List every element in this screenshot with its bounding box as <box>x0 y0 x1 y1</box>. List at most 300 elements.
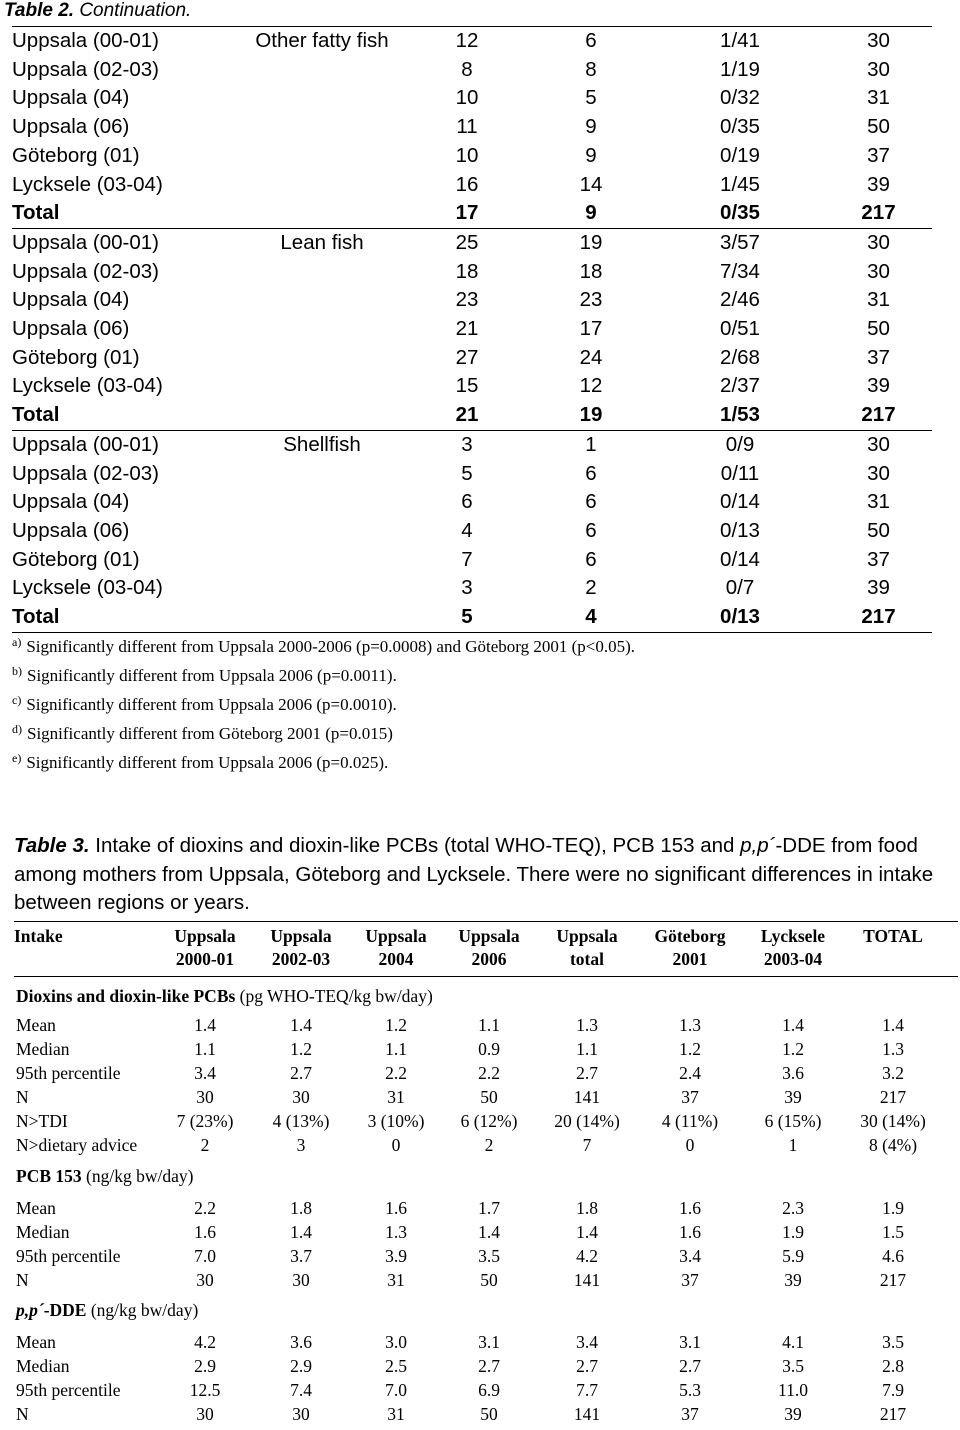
footnote <box>12 753 388 773</box>
table2-caption <box>4 0 191 22</box>
value-cell: 30 <box>825 228 932 257</box>
value-cell: 1.3 <box>385 1222 407 1242</box>
footnote-mark: c) <box>12 693 22 707</box>
value-cell: 31 <box>867 490 890 514</box>
value-cell: 1.2 <box>782 1039 804 1059</box>
value-cell: 39 <box>867 576 890 600</box>
value-cell: 8 <box>461 57 473 81</box>
value-cell: 2/37 <box>720 374 760 398</box>
value-cell: 1.4 <box>290 1222 312 1242</box>
value-cell: 2.3 <box>782 1198 804 1218</box>
region-cell: Total <box>12 403 60 427</box>
value-cell: 4 <box>461 518 473 542</box>
value-cell: 6 <box>461 490 473 514</box>
row-label: N>TDI <box>16 1111 68 1131</box>
value-cell: 4.6 <box>882 1246 904 1266</box>
value-cell: 1.2 <box>679 1039 701 1059</box>
footnote-mark: d) <box>12 722 22 736</box>
value-cell: 6 (12%) <box>460 1111 518 1131</box>
table3-row <box>16 1015 956 1039</box>
region-cell: Uppsala (02-03) <box>12 57 159 81</box>
value-cell: 2 <box>585 576 597 600</box>
column-header <box>833 925 953 948</box>
region-cell: Uppsala (02-03) <box>12 461 159 485</box>
value-cell: 2/68 <box>720 345 760 369</box>
value-cell: 39 <box>784 1087 802 1107</box>
value-cell: 141 <box>573 1087 601 1107</box>
value-cell: 10 <box>455 143 479 167</box>
value-cell: 3 <box>407 430 527 459</box>
table2-row <box>12 258 932 287</box>
value-cell: 2/46 <box>720 288 760 312</box>
value-cell: 1.2 <box>290 1039 312 1059</box>
value-cell: 1.9 <box>882 1198 904 1218</box>
value-cell: 1.9 <box>782 1222 804 1242</box>
row-label: N <box>16 1404 29 1424</box>
column-header-line1: Uppsala <box>365 926 427 946</box>
value-cell: 9 <box>585 115 597 139</box>
value-cell: 50 <box>480 1404 498 1424</box>
value-cell: 12 <box>579 374 603 398</box>
value-cell: 0/13 <box>720 518 760 542</box>
value-cell: 14 <box>579 172 603 196</box>
table3-header-rule <box>14 976 958 977</box>
row-label: 95th percentile <box>16 1380 121 1400</box>
value-cell: 0/14 <box>720 547 760 571</box>
value-cell: 217 <box>879 1087 907 1107</box>
value-cell: 31 <box>867 288 890 312</box>
value-cell: 39 <box>784 1404 802 1424</box>
region-cell: Göteborg (01) <box>12 345 140 369</box>
value-cell: 37 <box>681 1087 699 1107</box>
value-cell: 0 <box>685 1135 695 1155</box>
category-cell: Lean fish <box>237 228 407 257</box>
value-cell: 23 <box>579 288 603 312</box>
empty-cell <box>237 488 407 517</box>
value-cell: 30 <box>825 27 932 56</box>
value-cell: 0.9 <box>478 1039 500 1059</box>
value-cell: 30 <box>867 259 890 283</box>
table2-row <box>12 344 932 373</box>
value-cell: 217 <box>879 1404 907 1424</box>
value-cell: 21 <box>455 403 479 427</box>
column-header-line2: 2003-04 <box>763 949 823 969</box>
value-cell: 1.4 <box>194 1015 216 1035</box>
value-cell: 3.0 <box>385 1332 407 1352</box>
column-header-line2: 2002-03 <box>271 949 331 969</box>
value-cell: 15 <box>455 374 479 398</box>
value-cell: 10 <box>455 86 479 110</box>
value-cell: 7 (23%) <box>176 1111 234 1131</box>
footnote-text: Significantly different from Uppsala 2006 (p=0.0010). <box>26 695 397 714</box>
value-cell: 3.2 <box>882 1063 904 1083</box>
value-cell: 37 <box>867 143 890 167</box>
table3-row <box>16 1356 956 1380</box>
value-cell: 3 <box>296 1135 306 1155</box>
value-cell: 6 (15%) <box>764 1111 822 1131</box>
value-cell: 2.7 <box>290 1063 312 1083</box>
footnote <box>12 695 397 715</box>
value-cell: 2.5 <box>385 1356 407 1376</box>
value-cell: 1/53 <box>720 403 760 427</box>
value-cell: 141 <box>573 1404 601 1424</box>
value-cell: 2.4 <box>679 1063 701 1083</box>
value-cell: 0/9 <box>655 430 825 459</box>
value-cell: 1.6 <box>194 1222 216 1242</box>
column-header-line2: total <box>569 949 605 969</box>
row-label: 95th percentile <box>16 1246 121 1266</box>
value-cell: 4.1 <box>782 1332 804 1352</box>
value-cell: 5 <box>585 86 597 110</box>
section-title-bold: PCB 153 <box>16 1166 82 1186</box>
value-cell: 1.3 <box>882 1039 904 1059</box>
footnote <box>12 637 635 657</box>
value-cell: 16 <box>455 172 479 196</box>
row-label: Mean <box>16 1198 56 1218</box>
value-cell: 37 <box>681 1270 699 1290</box>
value-cell: 20 (14%) <box>554 1111 620 1131</box>
column-header <box>630 925 750 971</box>
table3-row <box>16 1404 956 1428</box>
table2-row <box>12 142 932 171</box>
value-cell: 2.8 <box>882 1356 904 1376</box>
value-cell: 1.2 <box>385 1015 407 1035</box>
value-cell: 3.1 <box>679 1332 701 1352</box>
value-cell: 39 <box>784 1270 802 1290</box>
value-cell: 12.5 <box>189 1380 221 1400</box>
value-cell: 50 <box>480 1087 498 1107</box>
value-cell: 21 <box>455 317 479 341</box>
value-cell: 3.5 <box>882 1332 904 1352</box>
value-cell: 7.0 <box>194 1246 216 1266</box>
footnote-text: Significantly different from Uppsala 2006 (p=0.0011). <box>27 666 397 685</box>
value-cell: 12 <box>407 27 527 56</box>
table3-row <box>16 1198 956 1222</box>
region-cell: Göteborg (01) <box>12 143 140 167</box>
table2-caption-label: Table 2. <box>4 0 75 21</box>
value-cell: 37 <box>867 345 890 369</box>
value-cell: 217 <box>879 1270 907 1290</box>
row-label: N>dietary advice <box>16 1135 138 1155</box>
column-header-line1: Uppsala <box>458 926 520 946</box>
empty-cell <box>237 258 407 287</box>
row-label: N <box>16 1087 29 1107</box>
footnote-mark: e) <box>12 751 22 765</box>
value-cell: 30 <box>867 57 890 81</box>
table3-row <box>16 1332 956 1356</box>
table2-row <box>12 546 932 575</box>
row-label: Mean <box>16 1015 56 1035</box>
column-header-line2: 2001 <box>672 949 708 969</box>
table3-row <box>16 1111 956 1135</box>
value-cell: 1.6 <box>679 1222 701 1242</box>
table3-row <box>16 1039 956 1063</box>
category-cell: Other fatty fish <box>237 27 407 56</box>
value-cell: 0/7 <box>725 576 755 600</box>
value-cell: 1/45 <box>720 172 760 196</box>
value-cell: 1.4 <box>478 1222 500 1242</box>
value-cell: 1.3 <box>576 1015 598 1035</box>
table2-row <box>12 113 932 142</box>
value-cell: 0/51 <box>720 317 760 341</box>
value-cell: 7/34 <box>720 259 760 283</box>
value-cell: 31 <box>387 1087 405 1107</box>
region-cell: Total <box>12 201 60 225</box>
value-cell: 30 <box>292 1404 310 1424</box>
section-title-italic: p,p´ <box>16 1300 44 1320</box>
region-cell: Uppsala (04) <box>12 288 130 312</box>
value-cell: 2.7 <box>576 1356 598 1376</box>
table3-caption-label: Table 3. <box>14 834 90 857</box>
value-cell: 1.7 <box>478 1198 500 1218</box>
value-cell: 1.1 <box>576 1039 598 1059</box>
footnote-mark: b) <box>12 664 22 678</box>
value-cell: 3.5 <box>478 1246 500 1266</box>
column-header-line1: Lycksele <box>760 926 826 946</box>
value-cell: 4.2 <box>576 1246 598 1266</box>
value-cell: 0/11 <box>720 461 760 485</box>
table2-row <box>12 315 932 344</box>
region-cell: Uppsala (00-01) <box>12 228 237 257</box>
value-cell: 8 <box>585 57 597 81</box>
table3-header <box>14 925 958 977</box>
table2-total-row <box>12 199 932 228</box>
table2-row <box>12 574 932 603</box>
value-cell: 5 <box>461 461 473 485</box>
value-cell: 31 <box>387 1270 405 1290</box>
value-cell: 8 (4%) <box>868 1135 918 1155</box>
region-cell: Uppsala (00-01) <box>12 430 237 459</box>
value-cell: 25 <box>407 228 527 257</box>
section-title-bold: -DDE <box>43 1300 87 1320</box>
table3-row <box>16 1135 956 1159</box>
value-cell: 1 <box>527 430 655 459</box>
value-cell: 7 <box>461 547 473 571</box>
value-cell: 6 <box>585 490 597 514</box>
region-cell: Lycksele (03-04) <box>12 576 163 600</box>
empty-cell <box>237 84 407 113</box>
empty-cell <box>237 517 407 546</box>
section-title-rest: (ng/kg bw/day) <box>86 1300 199 1320</box>
region-cell: Uppsala (06) <box>12 317 130 341</box>
empty-cell <box>237 199 407 228</box>
footnote-text: Significantly different from Göteborg 2001 (p=0.015) <box>27 724 393 743</box>
table2-body <box>12 27 932 633</box>
value-cell: 6 <box>585 461 597 485</box>
column-header-line1: Intake <box>14 926 63 946</box>
value-cell: 5 <box>407 603 527 632</box>
value-cell: 3/57 <box>655 228 825 257</box>
empty-cell <box>237 460 407 489</box>
value-cell: 0/13 <box>655 603 825 632</box>
footnote <box>12 724 393 744</box>
table3-row <box>16 1087 956 1111</box>
table2-total-row <box>12 401 932 430</box>
table2-row <box>12 430 932 459</box>
value-cell: 3.5 <box>782 1356 804 1376</box>
value-cell: 7.7 <box>576 1380 598 1400</box>
value-cell: 4 (11%) <box>661 1111 719 1131</box>
value-cell: 2 <box>484 1135 494 1155</box>
region-cell: Uppsala (06) <box>12 518 130 542</box>
value-cell: 50 <box>480 1270 498 1290</box>
value-cell: 1/41 <box>655 27 825 56</box>
value-cell: 18 <box>579 259 603 283</box>
value-cell: 7.4 <box>290 1380 312 1400</box>
value-cell: 37 <box>867 547 890 571</box>
empty-cell <box>237 372 407 401</box>
column-header <box>14 925 63 948</box>
region-cell: Lycksele (03-04) <box>12 374 163 398</box>
value-cell: 30 (14%) <box>860 1111 926 1131</box>
value-cell: 2.7 <box>576 1063 598 1083</box>
value-cell: 3.4 <box>194 1063 216 1083</box>
value-cell: 217 <box>861 201 896 225</box>
value-cell: 37 <box>681 1404 699 1424</box>
empty-cell <box>237 401 407 430</box>
value-cell: 50 <box>867 518 890 542</box>
value-cell: 1.6 <box>385 1198 407 1218</box>
value-cell: 18 <box>455 259 479 283</box>
value-cell: 17 <box>455 201 479 225</box>
section-title-rest: (pg WHO-TEQ/kg bw/day) <box>235 986 433 1006</box>
value-cell: 3.6 <box>782 1063 804 1083</box>
row-label: N <box>16 1270 29 1290</box>
value-cell: 30 <box>196 1404 214 1424</box>
section-title <box>16 1300 198 1321</box>
region-cell: Göteborg (01) <box>12 547 140 571</box>
empty-cell <box>237 344 407 373</box>
empty-cell <box>237 56 407 85</box>
table3-caption-part1: Intake of dioxins and dioxin-like PCBs (total WHO-TEQ), PCB 153 and <box>89 834 741 857</box>
value-cell: 50 <box>867 115 890 139</box>
value-cell: 27 <box>455 345 479 369</box>
value-cell: 217 <box>861 403 896 427</box>
value-cell: 2.9 <box>194 1356 216 1376</box>
value-cell: 17 <box>579 317 603 341</box>
value-cell: 3 <box>461 576 473 600</box>
table2-row <box>12 56 932 85</box>
value-cell: 39 <box>867 374 890 398</box>
value-cell: 6 <box>585 547 597 571</box>
value-cell: 1/19 <box>720 57 760 81</box>
value-cell: 3.7 <box>290 1246 312 1266</box>
empty-cell <box>237 315 407 344</box>
value-cell: 0 <box>391 1135 401 1155</box>
value-cell: 6.9 <box>478 1380 500 1400</box>
section-title-bold: Dioxins and dioxin-like PCBs <box>16 986 236 1006</box>
table2-total-row <box>12 603 932 632</box>
empty-cell <box>237 286 407 315</box>
empty-cell <box>237 142 407 171</box>
section-title <box>16 1166 193 1187</box>
table3-caption-part2: -DDE from food among mothers from Uppsala, Göteborg and Lycksele. There were no significant differences in intake between regions or years. <box>14 834 934 914</box>
value-cell: 30 <box>867 461 890 485</box>
value-cell: 1.8 <box>576 1198 598 1218</box>
value-cell: 2.7 <box>679 1356 701 1376</box>
value-cell: 19 <box>579 403 603 427</box>
region-cell: Uppsala (04) <box>12 490 130 514</box>
value-cell: 31 <box>867 86 890 110</box>
value-cell: 1.3 <box>679 1015 701 1035</box>
table2-row <box>12 228 932 257</box>
table2-row <box>12 286 932 315</box>
value-cell: 2.2 <box>478 1063 500 1083</box>
value-cell: 5.9 <box>782 1246 804 1266</box>
table3-row <box>16 1380 956 1404</box>
value-cell: 9 <box>585 201 597 225</box>
value-cell: 141 <box>573 1270 601 1290</box>
value-cell: 217 <box>825 603 932 632</box>
value-cell: 6 <box>527 27 655 56</box>
section-title <box>16 986 433 1007</box>
value-cell: 9 <box>585 143 597 167</box>
table2-row <box>12 488 932 517</box>
footnote-mark: a) <box>12 635 22 649</box>
table3-row <box>16 1270 956 1294</box>
value-cell: 1.8 <box>290 1198 312 1218</box>
row-label: Median <box>16 1356 70 1376</box>
value-cell: 3.1 <box>478 1332 500 1352</box>
value-cell: 7.9 <box>882 1380 904 1400</box>
value-cell: 7.0 <box>385 1380 407 1400</box>
value-cell: 4 (13%) <box>272 1111 330 1131</box>
value-cell: 3.4 <box>679 1246 701 1266</box>
value-cell: 0/14 <box>720 490 760 514</box>
region-cell: Uppsala (00-01) <box>12 27 237 56</box>
table2-row <box>12 517 932 546</box>
value-cell: 0/35 <box>720 201 760 225</box>
value-cell: 1.1 <box>194 1039 216 1059</box>
table3-row <box>16 1246 956 1270</box>
table3-caption <box>14 832 944 918</box>
value-cell: 1.4 <box>576 1222 598 1242</box>
value-cell: 31 <box>387 1404 405 1424</box>
empty-cell <box>237 574 407 603</box>
column-header-line2: 2004 <box>378 949 414 969</box>
value-cell: 30 <box>825 430 932 459</box>
value-cell: 4.2 <box>194 1332 216 1352</box>
column-header <box>527 925 647 971</box>
table2-caption-text: Continuation. <box>74 0 192 21</box>
table2-row <box>12 171 932 200</box>
row-label: 95th percentile <box>16 1063 121 1083</box>
footnote-text: Significantly different from Uppsala 2000-2006 (p=0.0008) and Göteborg 2001 (p<0.05). <box>26 637 636 656</box>
column-header-line2: 2000-01 <box>175 949 235 969</box>
table3-top-rule <box>14 921 958 922</box>
value-cell: 30 <box>196 1087 214 1107</box>
value-cell: 0/32 <box>720 86 760 110</box>
empty-cell <box>237 546 407 575</box>
region-cell: Total <box>12 603 237 632</box>
value-cell: 3.6 <box>290 1332 312 1352</box>
value-cell: 24 <box>579 345 603 369</box>
value-cell: 11 <box>456 115 478 139</box>
row-label: Median <box>16 1039 70 1059</box>
empty-cell <box>237 113 407 142</box>
value-cell: 11.0 <box>778 1380 808 1400</box>
value-cell: 3.9 <box>385 1246 407 1266</box>
column-header-line1: Göteborg <box>654 926 726 946</box>
value-cell: 30 <box>292 1087 310 1107</box>
column-header-line1: TOTAL <box>863 926 923 946</box>
footnote-text: Significantly different from Uppsala 2006 (p=0.025). <box>26 753 389 772</box>
value-cell: 7 <box>582 1135 592 1155</box>
value-cell: 3.4 <box>576 1332 598 1352</box>
column-header-line1: Uppsala <box>174 926 236 946</box>
table2-row <box>12 27 932 56</box>
value-cell: 1.1 <box>478 1015 500 1035</box>
